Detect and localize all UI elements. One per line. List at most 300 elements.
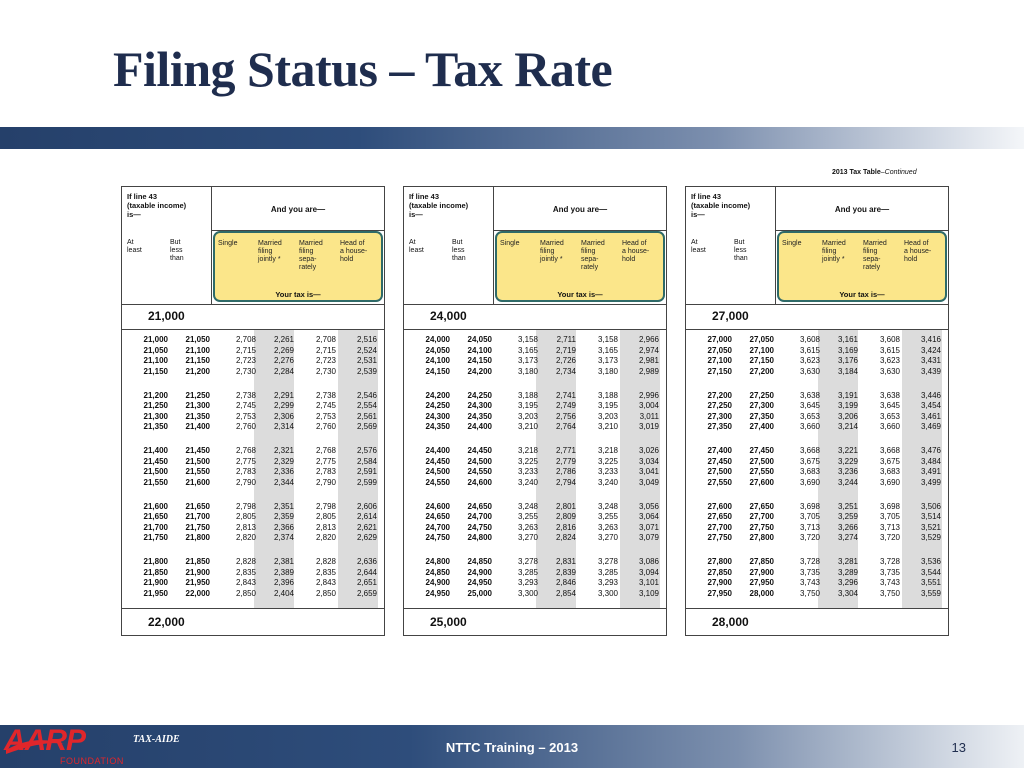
married-jointly-tax-cell: 2,779 xyxy=(555,456,576,466)
head-of-household-tax-cell: 3,559 xyxy=(920,588,941,598)
single-tax-cell: 3,165 xyxy=(517,345,538,355)
at-least-cell: 24,750 xyxy=(425,533,450,542)
single-tax-cell: 3,615 xyxy=(799,345,820,355)
head-of-household-tax-cell: 2,584 xyxy=(356,456,377,466)
table-row xyxy=(122,401,384,412)
row-group xyxy=(404,502,666,558)
single-tax-cell: 3,668 xyxy=(799,446,820,455)
if-line-label: If line 43 (taxable income) is— xyxy=(127,192,187,219)
at-least-cell: 27,600 xyxy=(707,501,732,511)
but-less-cell: 27,450 xyxy=(749,446,774,455)
at-least-cell: 24,200 xyxy=(425,390,450,400)
married-jointly-tax-cell: 3,214 xyxy=(837,422,858,431)
head-of-household-column-head: Head of a house- hold xyxy=(622,240,650,263)
single-tax-cell: 3,690 xyxy=(799,477,820,487)
married-jointly-tax-cell: 2,741 xyxy=(555,390,576,400)
but-less-cell: 27,400 xyxy=(749,422,774,431)
head-of-household-tax-cell: 2,966 xyxy=(638,335,659,344)
at-least-cell: 27,750 xyxy=(707,533,732,542)
table-row xyxy=(686,533,948,544)
your-tax-is-label: Your tax is— xyxy=(275,290,321,299)
but-less-cell: 21,050 xyxy=(185,335,210,344)
table-row xyxy=(686,512,948,523)
but-less-cell: 27,250 xyxy=(749,390,774,400)
but-less-cell: 24,550 xyxy=(467,467,492,476)
married-jointly-tax-cell: 2,359 xyxy=(273,512,294,521)
table-row xyxy=(686,422,948,433)
at-least-cell: 27,300 xyxy=(707,411,732,421)
head-of-household-tax-cell: 3,439 xyxy=(920,366,941,376)
tax-table-caption xyxy=(832,169,917,176)
slide-number: 13 xyxy=(951,740,966,755)
head-of-household-tax-cell: 3,041 xyxy=(638,467,659,476)
table-row xyxy=(686,335,948,346)
if-line-label: If line 43 (taxable income) is— xyxy=(691,192,751,219)
married-separately-tax-cell: 2,708 xyxy=(315,335,336,344)
at-least-cell: 21,900 xyxy=(143,578,168,587)
row-group xyxy=(404,335,666,391)
at-least-cell: 21,450 xyxy=(143,456,168,466)
single-tax-cell: 3,278 xyxy=(517,557,538,566)
married-jointly-tax-cell: 2,711 xyxy=(556,335,576,344)
head-of-household-tax-cell: 2,644 xyxy=(356,567,377,577)
head-of-household-tax-cell: 3,469 xyxy=(920,422,941,431)
income-header xyxy=(122,187,212,305)
head-of-household-tax-cell: 2,546 xyxy=(356,390,377,400)
table-row xyxy=(122,446,384,457)
but-less-than-label: But less than xyxy=(452,239,466,262)
married-jointly-tax-cell: 2,801 xyxy=(555,501,576,511)
single-tax-cell: 3,645 xyxy=(799,401,820,410)
but-less-cell: 21,550 xyxy=(185,467,210,476)
but-less-cell: 24,700 xyxy=(467,512,492,521)
single-tax-cell: 3,203 xyxy=(517,411,538,421)
married-separately-tax-cell: 3,683 xyxy=(879,467,900,476)
filing-status-highlight xyxy=(777,231,947,302)
head-of-household-tax-cell: 3,446 xyxy=(920,390,941,400)
table-row xyxy=(404,412,666,423)
but-less-cell: 24,500 xyxy=(467,456,492,466)
single-tax-cell: 3,285 xyxy=(517,567,538,577)
married-jointly-tax-cell: 2,764 xyxy=(555,422,576,431)
married-jointly-tax-cell: 3,184 xyxy=(837,366,858,376)
row-group xyxy=(122,391,384,447)
married-separately-tax-cell: 2,805 xyxy=(315,512,336,521)
single-tax-cell: 3,248 xyxy=(517,501,538,511)
married-separately-tax-cell: 2,738 xyxy=(315,390,336,400)
but-less-cell: 21,250 xyxy=(185,390,210,400)
but-less-cell: 24,100 xyxy=(467,345,492,355)
single-tax-cell: 3,293 xyxy=(517,578,538,587)
at-least-cell: 24,550 xyxy=(425,477,450,487)
married-separately-tax-cell: 3,728 xyxy=(879,557,900,566)
caption-prefix: 2013 Tax Table xyxy=(832,169,881,176)
head-of-household-tax-cell: 3,551 xyxy=(920,578,941,587)
married-jointly-tax-cell: 2,314 xyxy=(273,422,294,431)
head-of-household-tax-cell: 2,621 xyxy=(356,522,377,532)
at-least-label: At least xyxy=(127,239,142,254)
table-row xyxy=(122,367,384,378)
head-of-household-tax-cell: 3,514 xyxy=(920,512,941,521)
married-separately-tax-cell: 2,850 xyxy=(315,588,336,598)
married-separately-tax-cell: 3,188 xyxy=(597,390,618,400)
head-of-household-tax-cell: 3,011 xyxy=(639,411,659,421)
married-jointly-tax-cell: 2,719 xyxy=(555,345,576,355)
married-separately-tax-cell: 2,760 xyxy=(315,422,336,431)
row-group xyxy=(404,557,666,613)
table-row xyxy=(122,478,384,489)
married-jointly-tax-cell: 2,771 xyxy=(555,446,576,455)
table-row xyxy=(404,523,666,534)
single-tax-cell: 3,683 xyxy=(799,467,820,476)
but-less-cell: 28,000 xyxy=(749,588,774,598)
married-jointly-tax-cell: 2,749 xyxy=(555,401,576,410)
but-less-cell: 27,750 xyxy=(749,522,774,532)
married-jointly-tax-cell: 2,794 xyxy=(555,477,576,487)
married-separately-tax-cell: 2,828 xyxy=(315,557,336,566)
married-jointly-tax-cell: 3,176 xyxy=(837,356,858,365)
head-of-household-tax-cell: 3,521 xyxy=(920,522,941,532)
married-jointly-tax-cell: 2,809 xyxy=(555,512,576,521)
married-jointly-tax-cell: 2,726 xyxy=(555,356,576,365)
table-row xyxy=(404,578,666,589)
single-tax-cell: 3,218 xyxy=(517,446,538,455)
slide-title: Filing Status – Tax Rate xyxy=(113,41,613,97)
married-separately-tax-cell: 3,278 xyxy=(597,557,618,566)
but-less-cell: 27,700 xyxy=(749,512,774,521)
head-of-household-tax-cell: 2,539 xyxy=(356,366,377,376)
single-tax-cell: 3,743 xyxy=(799,578,820,587)
table-row xyxy=(686,478,948,489)
head-of-household-tax-cell: 2,531 xyxy=(356,356,377,365)
table-row xyxy=(404,502,666,513)
at-least-cell: 24,100 xyxy=(425,356,450,365)
head-of-household-column-head: Head of a house- hold xyxy=(904,240,932,263)
head-of-household-tax-cell: 3,079 xyxy=(638,533,659,542)
married-jointly-tax-cell: 3,266 xyxy=(837,522,858,532)
but-less-cell: 21,300 xyxy=(185,401,210,410)
head-of-household-tax-cell: 3,101 xyxy=(638,578,659,587)
married-jointly-tax-cell: 2,276 xyxy=(273,356,294,365)
married-jointly-column-head: Married filing jointly * xyxy=(822,240,846,263)
single-tax-cell: 3,660 xyxy=(799,422,820,431)
married-separately-tax-cell: 2,768 xyxy=(315,446,336,455)
table-row xyxy=(122,422,384,433)
and-you-are-label: And you are— xyxy=(552,205,608,214)
table-rows xyxy=(404,335,666,613)
married-separately-column-head: Married filing sepa- rately xyxy=(863,240,887,271)
married-separately-tax-cell: 3,735 xyxy=(879,567,900,577)
at-least-cell: 27,950 xyxy=(707,588,732,598)
at-least-cell: 21,150 xyxy=(143,366,168,376)
table-row xyxy=(404,391,666,402)
but-less-cell: 24,850 xyxy=(467,557,492,566)
bracket-start-value: 27,000 xyxy=(712,309,749,323)
married-separately-tax-cell: 3,225 xyxy=(597,456,618,466)
head-of-household-tax-cell: 3,461 xyxy=(920,411,941,421)
married-jointly-tax-cell: 2,824 xyxy=(555,533,576,542)
table-row xyxy=(404,478,666,489)
married-jointly-tax-cell: 2,269 xyxy=(273,345,294,355)
single-tax-cell: 2,783 xyxy=(235,467,256,476)
bracket-end-row xyxy=(404,608,666,637)
but-less-cell: 24,450 xyxy=(467,446,492,455)
married-separately-tax-cell: 2,843 xyxy=(315,578,336,587)
single-tax-cell: 3,698 xyxy=(799,501,820,511)
table-row xyxy=(404,335,666,346)
head-of-household-tax-cell: 2,591 xyxy=(356,467,377,476)
single-tax-cell: 3,188 xyxy=(517,390,538,400)
tax-table-panel xyxy=(685,186,949,636)
table-row xyxy=(404,356,666,367)
table-row xyxy=(686,412,948,423)
single-tax-cell: 2,835 xyxy=(235,567,256,577)
at-least-cell: 27,500 xyxy=(707,467,732,476)
but-less-cell: 24,950 xyxy=(467,578,492,587)
married-separately-tax-cell: 3,668 xyxy=(879,446,900,455)
at-least-cell: 27,650 xyxy=(707,512,732,521)
married-jointly-tax-cell: 3,229 xyxy=(837,456,858,466)
but-less-cell: 21,650 xyxy=(185,501,210,511)
at-least-cell: 27,050 xyxy=(707,345,732,355)
married-jointly-tax-cell: 2,261 xyxy=(273,335,294,344)
married-jointly-tax-cell: 3,304 xyxy=(837,588,858,598)
row-group xyxy=(686,446,948,502)
table-row xyxy=(404,467,666,478)
head-of-household-tax-cell: 2,599 xyxy=(356,477,377,487)
but-less-cell: 27,650 xyxy=(749,501,774,511)
head-of-household-tax-cell: 3,109 xyxy=(638,588,659,598)
single-tax-cell: 3,173 xyxy=(517,356,538,365)
head-of-household-tax-cell: 3,071 xyxy=(638,522,659,532)
but-less-than-label: But less than xyxy=(734,239,748,262)
bracket-end-value: 22,000 xyxy=(148,615,185,629)
head-of-household-tax-cell: 2,576 xyxy=(356,446,377,455)
married-separately-tax-cell: 3,615 xyxy=(879,345,900,355)
table-row xyxy=(686,446,948,457)
at-least-cell: 24,650 xyxy=(425,512,450,521)
table-row xyxy=(404,446,666,457)
married-jointly-column-head: Married filing jointly * xyxy=(540,240,564,263)
table-row xyxy=(404,557,666,568)
table-row xyxy=(404,512,666,523)
title-band xyxy=(0,127,1024,149)
married-separately-tax-cell: 2,775 xyxy=(315,456,336,466)
married-separately-tax-cell: 3,743 xyxy=(879,578,900,587)
head-of-household-tax-cell: 3,431 xyxy=(920,356,941,365)
at-least-cell: 21,700 xyxy=(143,522,168,532)
single-tax-cell: 3,750 xyxy=(799,588,820,598)
head-of-household-tax-cell: 3,026 xyxy=(638,446,659,455)
single-tax-cell: 2,828 xyxy=(235,557,256,566)
married-separately-tax-cell: 3,270 xyxy=(597,533,618,542)
married-jointly-tax-cell: 3,221 xyxy=(837,446,858,455)
head-of-household-tax-cell: 3,506 xyxy=(920,501,941,511)
married-jointly-tax-cell: 2,404 xyxy=(273,588,294,598)
table-row xyxy=(122,589,384,600)
single-tax-cell: 3,675 xyxy=(799,456,820,466)
but-less-cell: 21,100 xyxy=(185,345,210,355)
married-separately-tax-cell: 2,820 xyxy=(315,533,336,542)
married-separately-tax-cell: 3,263 xyxy=(597,522,618,532)
bracket-start-row xyxy=(686,305,948,330)
married-separately-tax-cell: 3,705 xyxy=(879,512,900,521)
table-row xyxy=(686,589,948,600)
but-less-cell: 24,200 xyxy=(467,366,492,376)
but-less-cell: 25,000 xyxy=(467,588,492,598)
married-jointly-tax-cell: 3,161 xyxy=(837,335,858,344)
row-group xyxy=(122,557,384,613)
head-of-household-tax-cell: 3,529 xyxy=(920,533,941,542)
but-less-cell: 21,750 xyxy=(185,522,210,532)
tax-aide-label: TAX-AIDE xyxy=(133,734,180,745)
bracket-start-row xyxy=(122,305,384,330)
head-of-household-tax-cell: 3,484 xyxy=(920,456,941,466)
married-jointly-tax-cell: 3,274 xyxy=(837,533,858,542)
head-of-household-tax-cell: 2,629 xyxy=(356,533,377,542)
married-jointly-column-head: Married filing jointly * xyxy=(258,240,282,263)
table-row xyxy=(686,502,948,513)
married-separately-tax-cell: 2,835 xyxy=(315,567,336,577)
married-separately-tax-cell: 2,723 xyxy=(315,356,336,365)
at-least-cell: 27,250 xyxy=(707,401,732,410)
bracket-start-value: 21,000 xyxy=(148,309,185,323)
bracket-end-value: 25,000 xyxy=(430,615,467,629)
table-row xyxy=(404,367,666,378)
at-least-cell: 27,200 xyxy=(707,390,732,400)
married-jointly-tax-cell: 2,786 xyxy=(555,467,576,476)
single-tax-cell: 3,623 xyxy=(799,356,820,365)
married-jointly-tax-cell: 3,236 xyxy=(837,467,858,476)
head-of-household-tax-cell: 2,614 xyxy=(356,512,377,521)
at-least-cell: 27,900 xyxy=(707,578,732,587)
head-of-household-tax-cell: 3,536 xyxy=(920,557,941,566)
but-less-cell: 24,750 xyxy=(467,522,492,532)
married-separately-tax-cell: 3,233 xyxy=(597,467,618,476)
single-column-head: Single xyxy=(218,240,238,247)
your-tax-is-label: Your tax is— xyxy=(839,290,885,299)
filing-status-header xyxy=(212,187,384,305)
table-row xyxy=(404,457,666,468)
single-tax-cell: 3,158 xyxy=(517,335,538,344)
married-separately-tax-cell: 2,745 xyxy=(315,401,336,410)
table-row xyxy=(122,578,384,589)
single-tax-cell: 3,270 xyxy=(517,533,538,542)
married-separately-tax-cell: 3,660 xyxy=(879,422,900,431)
row-group xyxy=(122,446,384,502)
single-tax-cell: 3,630 xyxy=(799,366,820,376)
at-least-cell: 24,300 xyxy=(425,411,450,421)
single-tax-cell: 2,850 xyxy=(235,588,256,598)
single-tax-cell: 2,760 xyxy=(235,422,256,431)
table-row xyxy=(122,557,384,568)
bracket-start-value: 24,000 xyxy=(430,309,467,323)
married-separately-tax-cell: 2,813 xyxy=(315,522,336,532)
married-jointly-tax-cell: 3,296 xyxy=(837,578,858,587)
logo-foundation-text: FOUNDATION xyxy=(60,756,124,766)
tax-table-panel xyxy=(403,186,667,636)
table-row xyxy=(686,346,948,357)
single-tax-cell: 2,843 xyxy=(235,578,256,587)
at-least-cell: 21,300 xyxy=(143,411,168,421)
row-group xyxy=(686,502,948,558)
single-tax-cell: 3,720 xyxy=(799,533,820,542)
income-header xyxy=(686,187,776,305)
at-least-label: At least xyxy=(409,239,424,254)
but-less-cell: 24,900 xyxy=(467,567,492,577)
married-jointly-tax-cell: 2,336 xyxy=(273,467,294,476)
head-of-household-tax-cell: 3,049 xyxy=(638,477,659,487)
married-separately-tax-cell: 3,248 xyxy=(597,501,618,511)
bracket-start-row xyxy=(404,305,666,330)
at-least-cell: 27,700 xyxy=(707,522,732,532)
table-row xyxy=(404,533,666,544)
married-separately-tax-cell: 3,218 xyxy=(597,446,618,455)
caption-suffix: –Continued xyxy=(880,169,917,176)
single-tax-cell: 3,255 xyxy=(517,512,538,521)
but-less-cell: 24,300 xyxy=(467,401,492,410)
married-separately-tax-cell: 3,623 xyxy=(879,356,900,365)
at-least-cell: 21,100 xyxy=(143,356,168,365)
table-row xyxy=(404,346,666,357)
head-of-household-tax-cell: 2,516 xyxy=(356,335,377,344)
but-less-cell: 21,700 xyxy=(185,512,210,521)
but-less-cell: 21,450 xyxy=(185,446,210,455)
table-row xyxy=(686,367,948,378)
table-row xyxy=(122,523,384,534)
head-of-household-tax-cell: 3,086 xyxy=(638,557,659,566)
married-separately-tax-cell: 2,753 xyxy=(315,411,336,421)
table-row xyxy=(686,391,948,402)
but-less-cell: 27,500 xyxy=(749,456,774,466)
head-of-household-tax-cell: 3,094 xyxy=(638,567,659,577)
filing-status-highlight xyxy=(213,231,383,302)
married-jointly-tax-cell: 3,259 xyxy=(837,512,858,521)
single-tax-cell: 3,705 xyxy=(799,512,820,521)
married-separately-column-head: Married filing sepa- rately xyxy=(299,240,323,271)
but-less-cell: 24,400 xyxy=(467,422,492,431)
head-of-household-tax-cell: 3,499 xyxy=(920,477,941,487)
filing-status-header xyxy=(494,187,666,305)
at-least-cell: 21,200 xyxy=(143,390,168,400)
and-you-are-label: And you are— xyxy=(270,205,326,214)
single-tax-cell: 3,180 xyxy=(517,366,538,376)
but-less-cell: 27,300 xyxy=(749,401,774,410)
married-separately-tax-cell: 3,255 xyxy=(597,512,618,521)
head-of-household-tax-cell: 3,491 xyxy=(920,467,941,476)
single-column-head: Single xyxy=(500,240,520,247)
table-row xyxy=(686,467,948,478)
at-least-cell: 24,400 xyxy=(425,446,450,455)
table-row xyxy=(686,457,948,468)
at-least-cell: 24,000 xyxy=(425,335,450,344)
married-separately-tax-cell: 2,783 xyxy=(315,467,336,476)
but-less-cell: 27,550 xyxy=(749,467,774,476)
row-group xyxy=(686,335,948,391)
married-jointly-tax-cell: 2,846 xyxy=(555,578,576,587)
single-tax-cell: 3,225 xyxy=(517,456,538,466)
married-jointly-tax-cell: 3,169 xyxy=(837,345,858,355)
but-less-cell: 24,600 xyxy=(467,477,492,487)
single-tax-cell: 2,813 xyxy=(235,522,256,532)
but-less-cell: 24,250 xyxy=(467,390,492,400)
at-least-label: At least xyxy=(691,239,706,254)
but-less-cell: 24,350 xyxy=(467,411,492,421)
head-of-household-tax-cell: 3,454 xyxy=(920,401,941,410)
single-tax-cell: 2,738 xyxy=(235,390,256,400)
married-separately-tax-cell: 2,798 xyxy=(315,501,336,511)
your-tax-is-label: Your tax is— xyxy=(557,290,603,299)
